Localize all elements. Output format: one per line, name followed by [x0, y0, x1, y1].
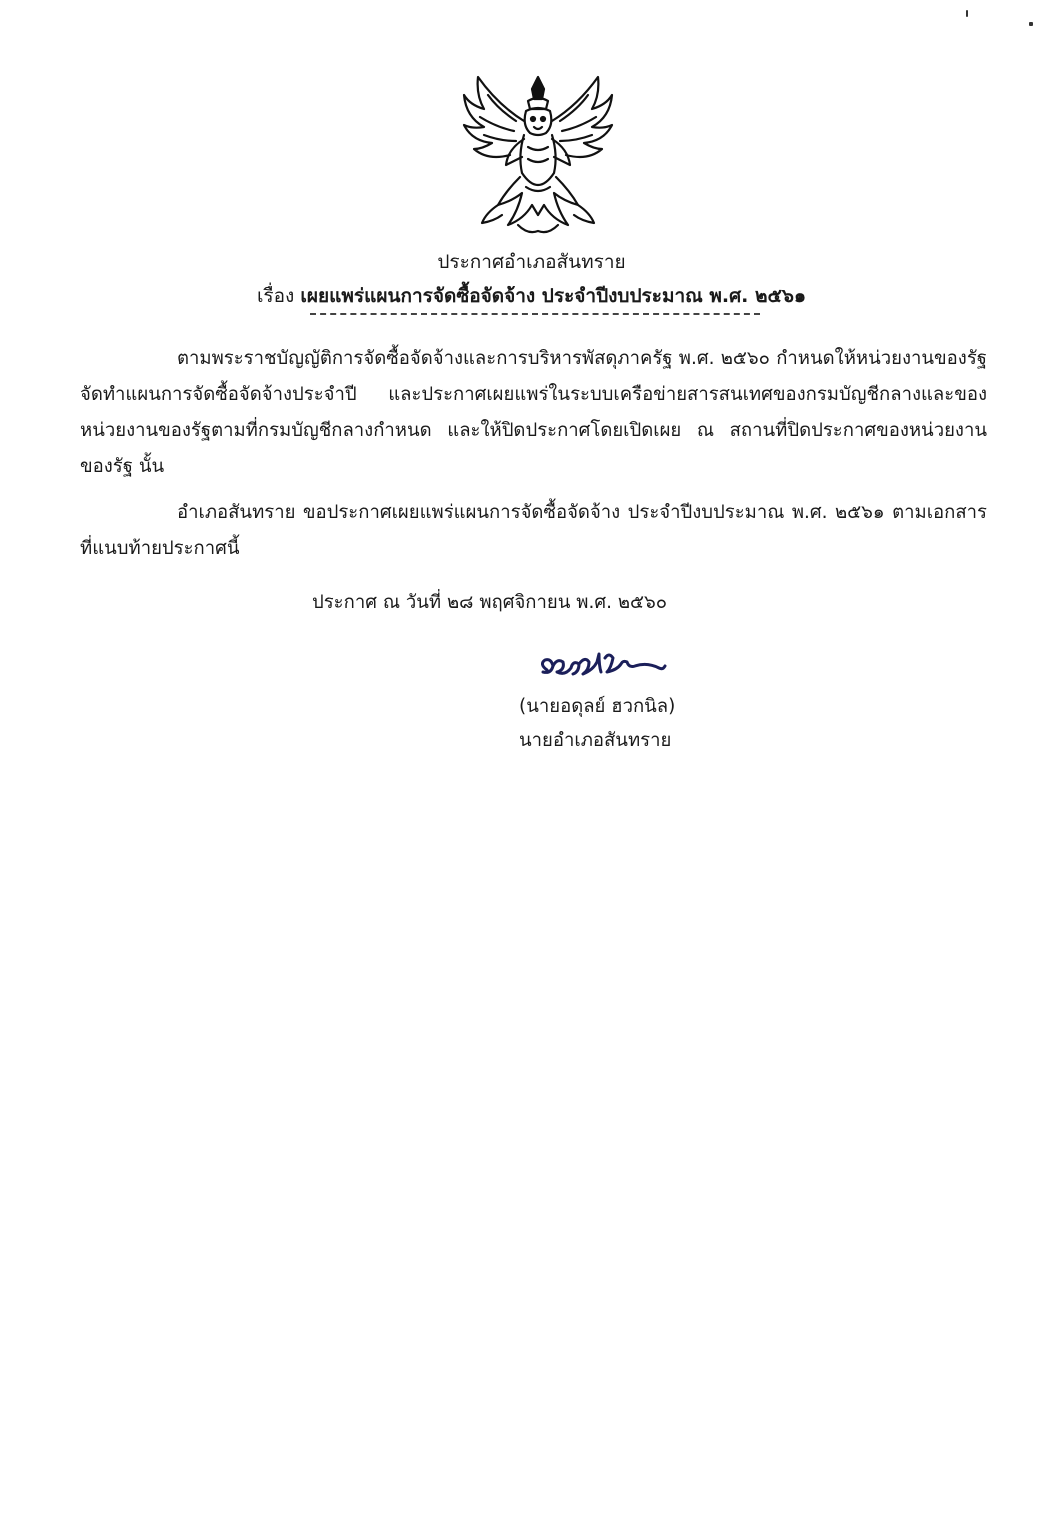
subject-heading: [0, 283, 1063, 309]
paragraph-1-line-2: จัดทำแผนการจัดซื้อจัดจ้างประจำปี และประกาศเผยแพร่ในระบบเครือข่ายสารสนเทศของกรมบัญชีกลางและของ: [80, 384, 987, 405]
subject-underline: [310, 313, 760, 315]
paragraph-2-line-2: ที่แนบท้ายประกาศนี้: [80, 538, 240, 559]
garuda-emblem-icon: [458, 65, 618, 240]
signer-name: (นายอดุลย์ ฮวกนิล): [519, 696, 676, 717]
paragraph-1-line-4: ของรัฐ นั้น: [80, 456, 165, 477]
signer-title: นายอำเภอสันทราย: [519, 730, 672, 751]
paragraph-1-line-1: ตามพระราชบัญญัติการจัดซื้อจัดจ้างและการบริหารพัสดุภาครัฐ พ.ศ. ๒๕๖๐ กำหนดให้หน่วยงานของรัฐ: [177, 348, 987, 369]
scan-speck: [966, 10, 968, 17]
handwritten-signature: [535, 648, 670, 686]
announcement-date: ประกาศ ณ วันที่ ๒๘ พฤศจิกายน พ.ศ. ๒๕๖๐: [312, 592, 668, 613]
scan-speck: [1029, 22, 1033, 26]
paragraph-1-line-3: หน่วยงานของรัฐตามที่กรมบัญชีกลางกำหนด และให้ปิดประกาศโดยเปิดเผย ณ สถานที่ปิดประกาศของหน่วยงาน: [80, 420, 987, 441]
subject-text: เผยแพร่แผนการจัดซื้อจัดจ้าง ประจำปีงบประมาณ พ.ศ. ๒๕๖๑: [300, 285, 807, 307]
issuer-heading: ประกาศอำเภอสันทราย: [437, 251, 626, 273]
paragraph-2-line-1: อำเภอสันทราย ขอประกาศเผยแพร่แผนการจัดซื้อจัดจ้าง ประจำปีงบประมาณ พ.ศ. ๒๕๖๑ ตามเอกสาร: [177, 502, 987, 523]
subject-label: เรื่อง: [256, 285, 295, 307]
